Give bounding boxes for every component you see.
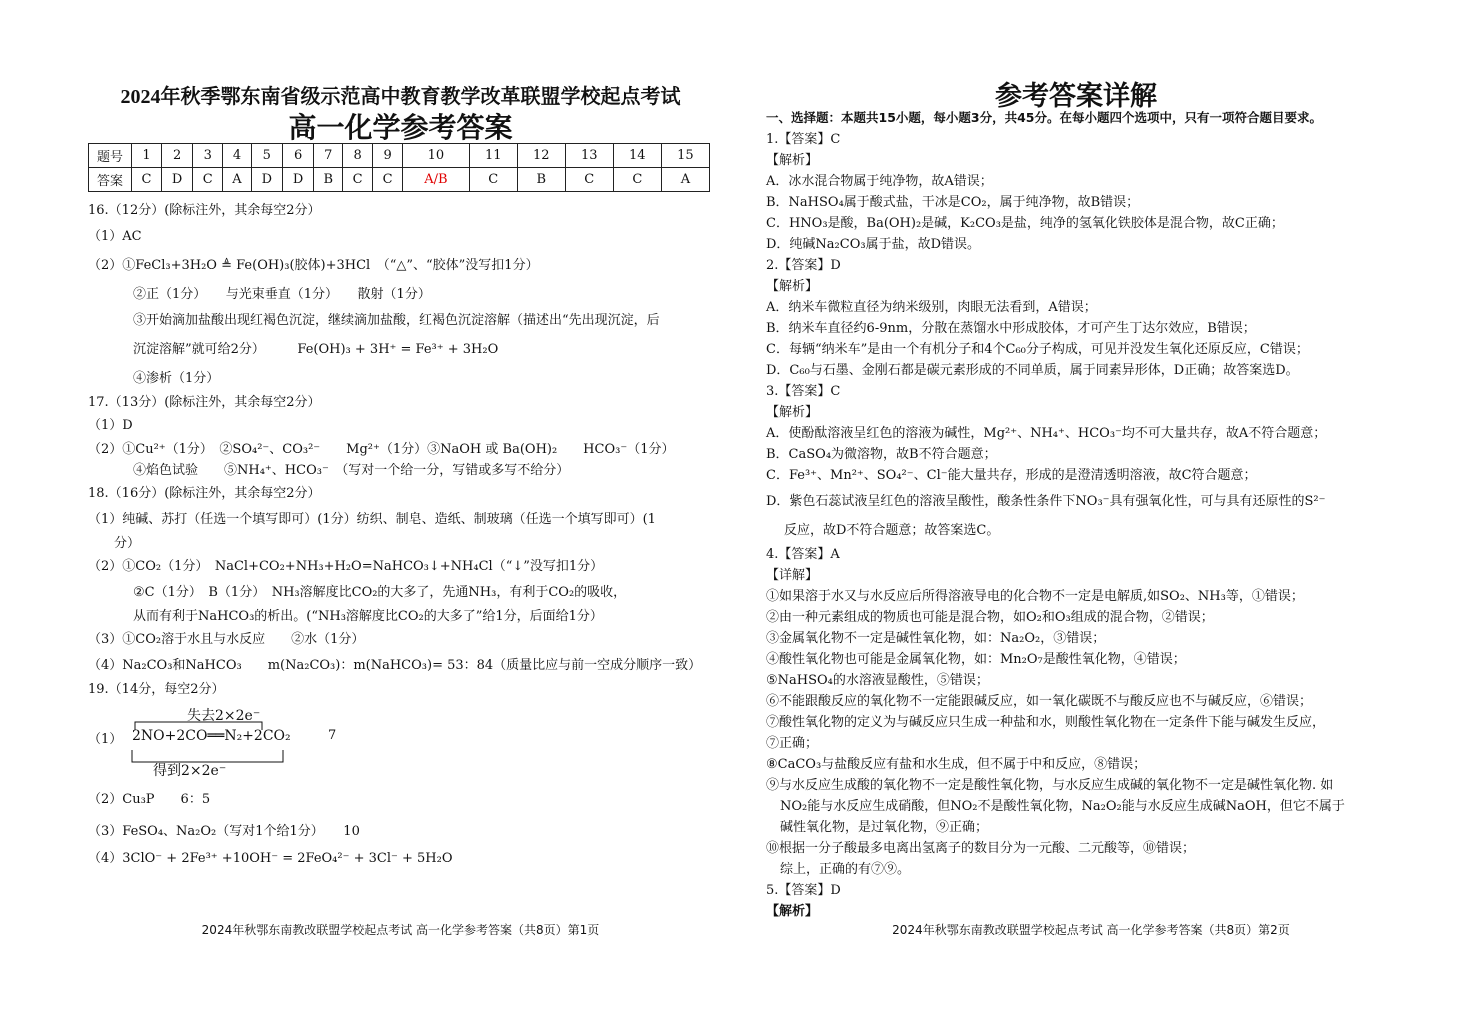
answer-cell: D <box>251 168 282 192</box>
q2-analysis-label: 【解析】 <box>766 279 819 294</box>
q19-part1-answer: 7 <box>328 728 337 743</box>
question-number: 10 <box>403 144 470 168</box>
q18-part2-sub2: ②C（1分） B（1分） NH₃溶解度比CO₂的大多了，先通NH₃，有利于CO₂的吸收， <box>133 585 627 600</box>
q4-item-8: ⑧CaCO₃与盐酸反应有盐和水生成，但不属于中和反应，⑧错误； <box>766 757 1147 772</box>
q18-part1-cont: 分） <box>114 536 141 551</box>
q4-item-2: ②由一种元素组成的物质也可能是混合物，如O₂和O₃组成的混合物，②错误； <box>766 610 1214 625</box>
answer-page-left <box>88 0 713 1021</box>
answer-table-answer-row <box>89 168 710 192</box>
answer-cell: A <box>223 168 251 192</box>
q16-part2-sub3: ③开始滴加盐酸出现红褐色沉淀，继续滴加盐酸，红褐色沉淀溶解（描述出“先出现沉淀，后 <box>133 313 660 328</box>
q4-item-9-cont2: 碱性氧化物，是过氧化物，⑨正确； <box>780 820 989 835</box>
q3-option-d: D．紫色石蕊试液呈红色的溶液呈酸性，酸条性条件下NO₃⁻具有强氧化性，可与具有还原性的S²⁻ <box>766 494 1326 509</box>
question-number: 11 <box>469 144 517 168</box>
question-number: 1 <box>132 144 162 168</box>
q4-item-9-cont: NO₂能与水反应生成硝酸，但NO₂不是酸性氧化物，Na₂O₂能与水反应生成碱NaOH，但它不属于 <box>780 799 1345 814</box>
q4-item-1: ①如果溶于水又与水反应后所得溶液导电的化合物不一定是电解质,如SO₂、NH₃等，①错误； <box>766 589 1304 604</box>
q2-option-b: B．纳米车直径约6-9nm，分散在蒸馏水中形成胶体，才可产生丁达尔效应，B错误； <box>766 321 1256 336</box>
q4-detail-label: 【详解】 <box>766 568 819 583</box>
answer-cell: D <box>161 168 192 192</box>
q16-part2-sub2: ②正（1分） 与光束垂直（1分） 散射（1分） <box>133 287 431 302</box>
answer-table-header-row <box>89 144 710 168</box>
question-number: 7 <box>314 144 343 168</box>
q1-option-b: B．NaHSO₄属于酸式盐，干冰是CO₂，属于纯净物，故B错误； <box>766 195 1140 210</box>
answer-cell-highlighted: A/B <box>403 168 470 192</box>
q4-item-6: ⑥不能跟酸反应的氧化物不一定能跟碱反应，如一氧化碳既不与酸反应也不与碱反应，⑥错误； <box>766 694 1313 709</box>
question-number: 2 <box>161 144 192 168</box>
q4-item-4: ④酸性氧化物也可能是金属氧化物，如：Mn₂O₇是酸性氧化物，④错误； <box>766 652 1186 667</box>
q1-option-d: D．纯碱Na₂CO₃属于盐，故D错误。 <box>766 237 980 252</box>
q3-option-c: C．Fe³⁺、Mn²⁺、SO₄²⁻、Cl⁻能大量共存，形成的是澄清透明溶液，故C符合题意； <box>766 468 1257 483</box>
q3-option-d-cont: 反应，故D不符合题意；故答案选C。 <box>784 523 1000 538</box>
redox-equation: 2NO+2CO══N₂+2CO₂ <box>132 728 291 744</box>
q16-heading: 16.（12分）(除标注外，其余每空2分） <box>88 203 321 218</box>
answer-cell: C <box>469 168 517 192</box>
q18-part1: （1）纯碱、苏打（任选一个填写即可）(1分）纺织、制皂、造纸、制玻璃（任选一个填写即可）(1 <box>88 512 656 527</box>
q17-part2: （2）①Cu²⁺（1分） ②SO₄²⁻、CO₃²⁻ Mg²⁺（1分）③NaOH 或 Ba(OH)₂ HCO₃⁻（1分） <box>88 442 675 457</box>
q4-item-5: ⑤NaHSO₄的水溶液显酸性，⑤错误； <box>766 673 989 688</box>
answer-cell: C <box>132 168 162 192</box>
detail-body <box>766 129 1416 922</box>
q18-part4: （4）Na₂CO₃和NaHCO₃ m(Na₂CO₃)：m(NaHCO₃)= 53：84（质量比应与前一空成分顺序一致） <box>88 658 702 673</box>
q19-part1-label: （1） <box>88 732 123 747</box>
q3-answer: 3.【答案】C <box>766 384 841 399</box>
q4-conclusion: 综上，正确的有⑦⑨。 <box>780 862 911 877</box>
answer-cell: C <box>343 168 373 192</box>
q4-answer: 4.【答案】A <box>766 547 840 562</box>
answer-page-right <box>766 0 1416 1021</box>
page-footer-right: 2024年秋鄂东南教改联盟学校起点考试 高一化学参考答案（共8页）第2页 <box>892 923 1290 937</box>
q4-item-10: ⑩根据一分子酸最多电离出氢离子的数目分为一元酸、二元酸等，⑩错误； <box>766 841 1196 856</box>
q4-item-9: ⑨与水反应生成酸的氧化物不一定是酸性氧化物，与水反应生成碱的氧化物不一定是碱性氧化物. 如 <box>766 778 1334 793</box>
q16-part2-sub4: ④渗析（1分） <box>133 371 220 386</box>
section-heading: 一、选择题：本题共15小题，每小题3分，共45分。在每小题四个选项中，只有一项符合题目要求。 <box>766 110 1322 125</box>
q17-heading: 17.（13分）(除标注外，其余每空2分） <box>88 395 321 410</box>
question-number: 6 <box>282 144 313 168</box>
q19-part2: （2）Cu₃P 6：5 <box>88 792 211 807</box>
answer-label: 答案 <box>89 168 132 192</box>
answer-body <box>88 198 713 869</box>
electron-transfer-diagram <box>88 700 713 778</box>
question-number: 14 <box>613 144 661 168</box>
q1-option-c: C．HNO₃是酸，Ba(OH)₂是碱，K₂CO₃是盐，纯净的氢氧化铁胶体是混合物，故C正确； <box>766 216 1284 231</box>
q5-analysis-label: 【解析】 <box>766 904 819 919</box>
q2-option-a: A．纳米车微粒直径为纳米级别，肉眼无法看到，A错误； <box>766 300 1097 315</box>
answer-cell: C <box>193 168 223 192</box>
q5-answer: 5.【答案】D <box>766 883 841 898</box>
q18-part2: （2）①CO₂（1分） NaCl+CO₂+NH₃+H₂O=NaHCO₃↓+NH₄Cl（“↓”没写扣1分） <box>88 559 604 574</box>
q16-part2-sub3-cont: 沉淀溶解”就可给2分） Fe(OH)₃ + 3H⁺ = Fe³⁺ + 3H₂O <box>133 342 499 357</box>
q1-analysis-label: 【解析】 <box>766 153 819 168</box>
question-number: 9 <box>373 144 403 168</box>
q17-part2-cont: ④焰色试验 ⑤NH₄⁺、HCO₃⁻ （写对一个给一分，写错或多写不给分） <box>133 463 570 478</box>
answer-cell: C <box>373 168 403 192</box>
q4-item-7: ⑦酸性氧化物的定义为与碱反应只生成一种盐和水，则酸性氧化物在一定条件下能与碱发生反应， <box>766 715 1326 730</box>
question-number: 15 <box>661 144 709 168</box>
q3-analysis-label: 【解析】 <box>766 405 819 420</box>
q3-option-a: A．使酚酞溶液呈红色的溶液为碱性，Mg²⁺、NH₄⁺、HCO₃⁻均不可大量共存，故A不符合题意； <box>766 426 1327 441</box>
q16-part1: （1）AC <box>88 229 142 244</box>
q4-item-3: ③金属氧化物不一定是碱性氧化物，如：Na₂O₂，③错误； <box>766 631 1106 646</box>
answer-cell: B <box>314 168 343 192</box>
page-title: 高一化学参考答案 <box>288 111 513 144</box>
q18-part2-sub2-cont: 从而有利于NaHCO₃的析出。(“NH₃溶解度比CO₂的大多了”给1分，后面给1分） <box>133 609 603 624</box>
header-label: 题号 <box>89 144 132 168</box>
q16-part2-equation: （2）①FeCl₃+3H₂O ≜ Fe(OH)₃(胶体)+3HCl （“△”、“胶体”没写扣1分） <box>88 258 539 273</box>
gained-electrons-label: 得到2×2e⁻ <box>153 763 227 779</box>
q3-option-b: B．CaSO₄为微溶物，故B不符合题意； <box>766 447 997 462</box>
page-footer-left: 2024年秋鄂东南教改联盟学校起点考试 高一化学参考答案（共8页）第1页 <box>201 923 600 937</box>
question-number: 8 <box>343 144 373 168</box>
q1-answer: 1.【答案】C <box>766 132 841 147</box>
q17-part1: （1）D <box>88 418 133 433</box>
exam-title: 2024年秋季鄂东南省级示范高中教育教学改革联盟学校起点考试 <box>120 86 681 108</box>
q19-part3: （3）FeSO₄、Na₂O₂（写对1个给1分） 10 <box>88 824 360 839</box>
q2-answer: 2.【答案】D <box>766 258 841 273</box>
answer-cell: B <box>517 168 565 192</box>
q1-option-a: A．冰水混合物属于纯净物，故A错误； <box>766 174 993 189</box>
answer-cell: A <box>661 168 709 192</box>
question-number: 12 <box>517 144 565 168</box>
q19-part4: （4）3ClO⁻ + 2Fe³⁺ +10OH⁻ = 2FeO₄²⁻ + 3Cl⁻ + 5H₂O <box>88 851 453 866</box>
q2-option-c: C．每辆“纳米车”是由一个有机分子和4个C₆₀分子构成，可见并没发生氧化还原反应，C错误； <box>766 342 1309 357</box>
q2-option-d: D．C₆₀与石墨、金刚石都是碳元素形成的不同单质，属于同素异形体，D正确；故答案选D。 <box>766 363 1299 378</box>
q18-heading: 18.（16分）(除标注外，其余每空2分） <box>88 486 321 501</box>
question-number: 13 <box>565 144 613 168</box>
question-number: 4 <box>223 144 251 168</box>
q18-part3: （3）①CO₂溶于水且与水反应 ②水（1分） <box>88 632 365 647</box>
lost-electrons-label: 失去2×2e⁻ <box>187 708 261 724</box>
detail-title: 参考答案详解 <box>995 81 1157 112</box>
answer-cell: C <box>565 168 613 192</box>
answer-cell: D <box>282 168 313 192</box>
q4-item-7-cont: ⑦正确； <box>766 736 819 751</box>
answer-cell: C <box>613 168 661 192</box>
answer-table <box>88 143 710 192</box>
question-number: 3 <box>193 144 223 168</box>
question-number: 5 <box>251 144 282 168</box>
q19-heading: 19.（14分，每空2分） <box>88 682 225 697</box>
